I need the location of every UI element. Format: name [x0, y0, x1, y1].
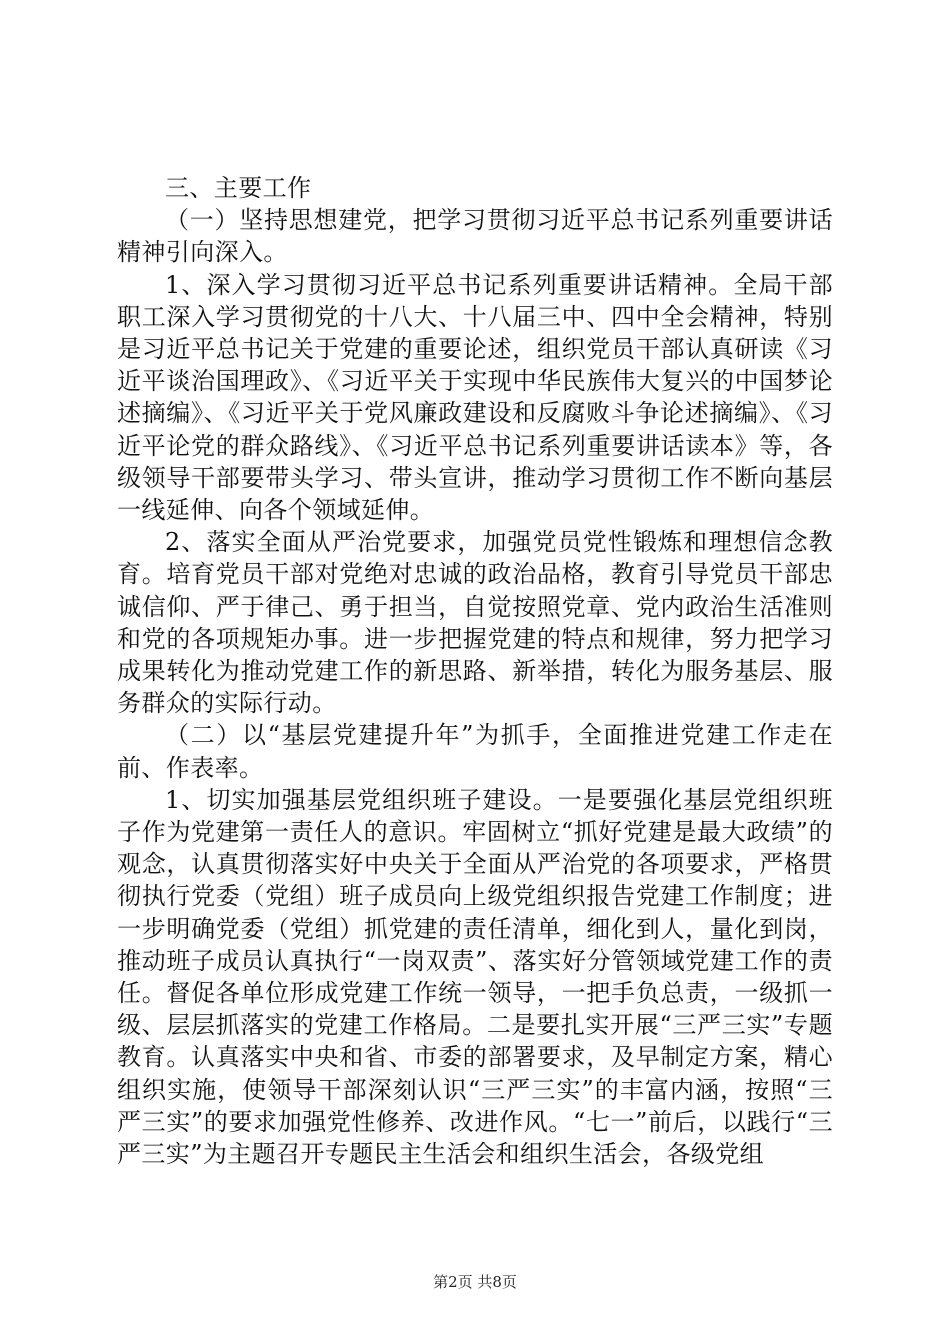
paragraph-1: 1、深入学习贯彻习近平总书记系列重要讲话精神。全局干部职工深入学习贯彻党的十八大、十八届三中、四中全会精神，特别是习近平总书记关于党建的重要论述，组织党员干部认真研读《习近平谈治国理政》、《习近平关于实现中华民族伟大复兴的中国梦论述摘编》、《习近平关于党风廉政建设和反腐败斗争论述摘编》、《习近平论党的群众路线》、《习近平总书记系列重要讲话读本》等，各级领导干部要带头学习、带头宣讲，推动学习贯彻工作不断向基层一线延伸、向各个领域延伸。	[117, 270, 833, 525]
page-footer: 第2页 共8页	[433, 1273, 517, 1291]
paragraph-3: 1、切实加强基层党组织班子建设。一是要强化基层党组织班子作为党建第一责任人的意识。牢固树立“抓好党建是最大政绩”的观念，认真贯彻落实好中央关于全面从严治党的各项要求，严格贯彻执行党委（党组）班子成员向上级党组织报告党建工作制度；进一步明确党委（党组）抓党建的责任清单，细化到人，量化到岗，推动班子成员认真执行“一岗双责”、落实好分管领域党建工作的责任。督促各单位形成党建工作统一领导，一把手负总责，一级抓一级、层层抓落实的党建工作格局。二是要扎实开展“三严三实”专题教育。认真落实中央和省、市委的部署要求，及早制定方案，精心组织实施，使领导干部深刻认识“三严三实”的丰富内涵，按照“三严三实”的要求加强党性修养、改进作风。“七一”前后，以践行“三严三实”为主题召开专题民主生活会和组织生活会，各级党组	[117, 785, 833, 1169]
subsection-heading-1: （一）坚持思想建党，把学习贯彻习近平总书记系列重要讲话精神引向深入。	[117, 206, 833, 267]
document-body	[117, 172, 833, 1170]
section-heading: 三、主要工作	[165, 174, 312, 202]
subsection-heading-2: （二）以“基层党建提升年”为抓手，全面推进党建工作走在前、作表率。	[117, 721, 833, 782]
paragraph-2: 2、落实全面从严治党要求，加强党员党性锻炼和理想信念教育。培育党员干部对党绝对忠诚的政治品格，教育引导党员干部忠诚信仰、严于律己、勇于担当，自觉按照党章、党内政治生活准则和党的各项规矩办事。进一步把握党建的特点和规律，努力把学习成果转化为推动党建工作的新思路、新举措，转化为服务基层、服务群众的实际行动。	[117, 528, 833, 718]
